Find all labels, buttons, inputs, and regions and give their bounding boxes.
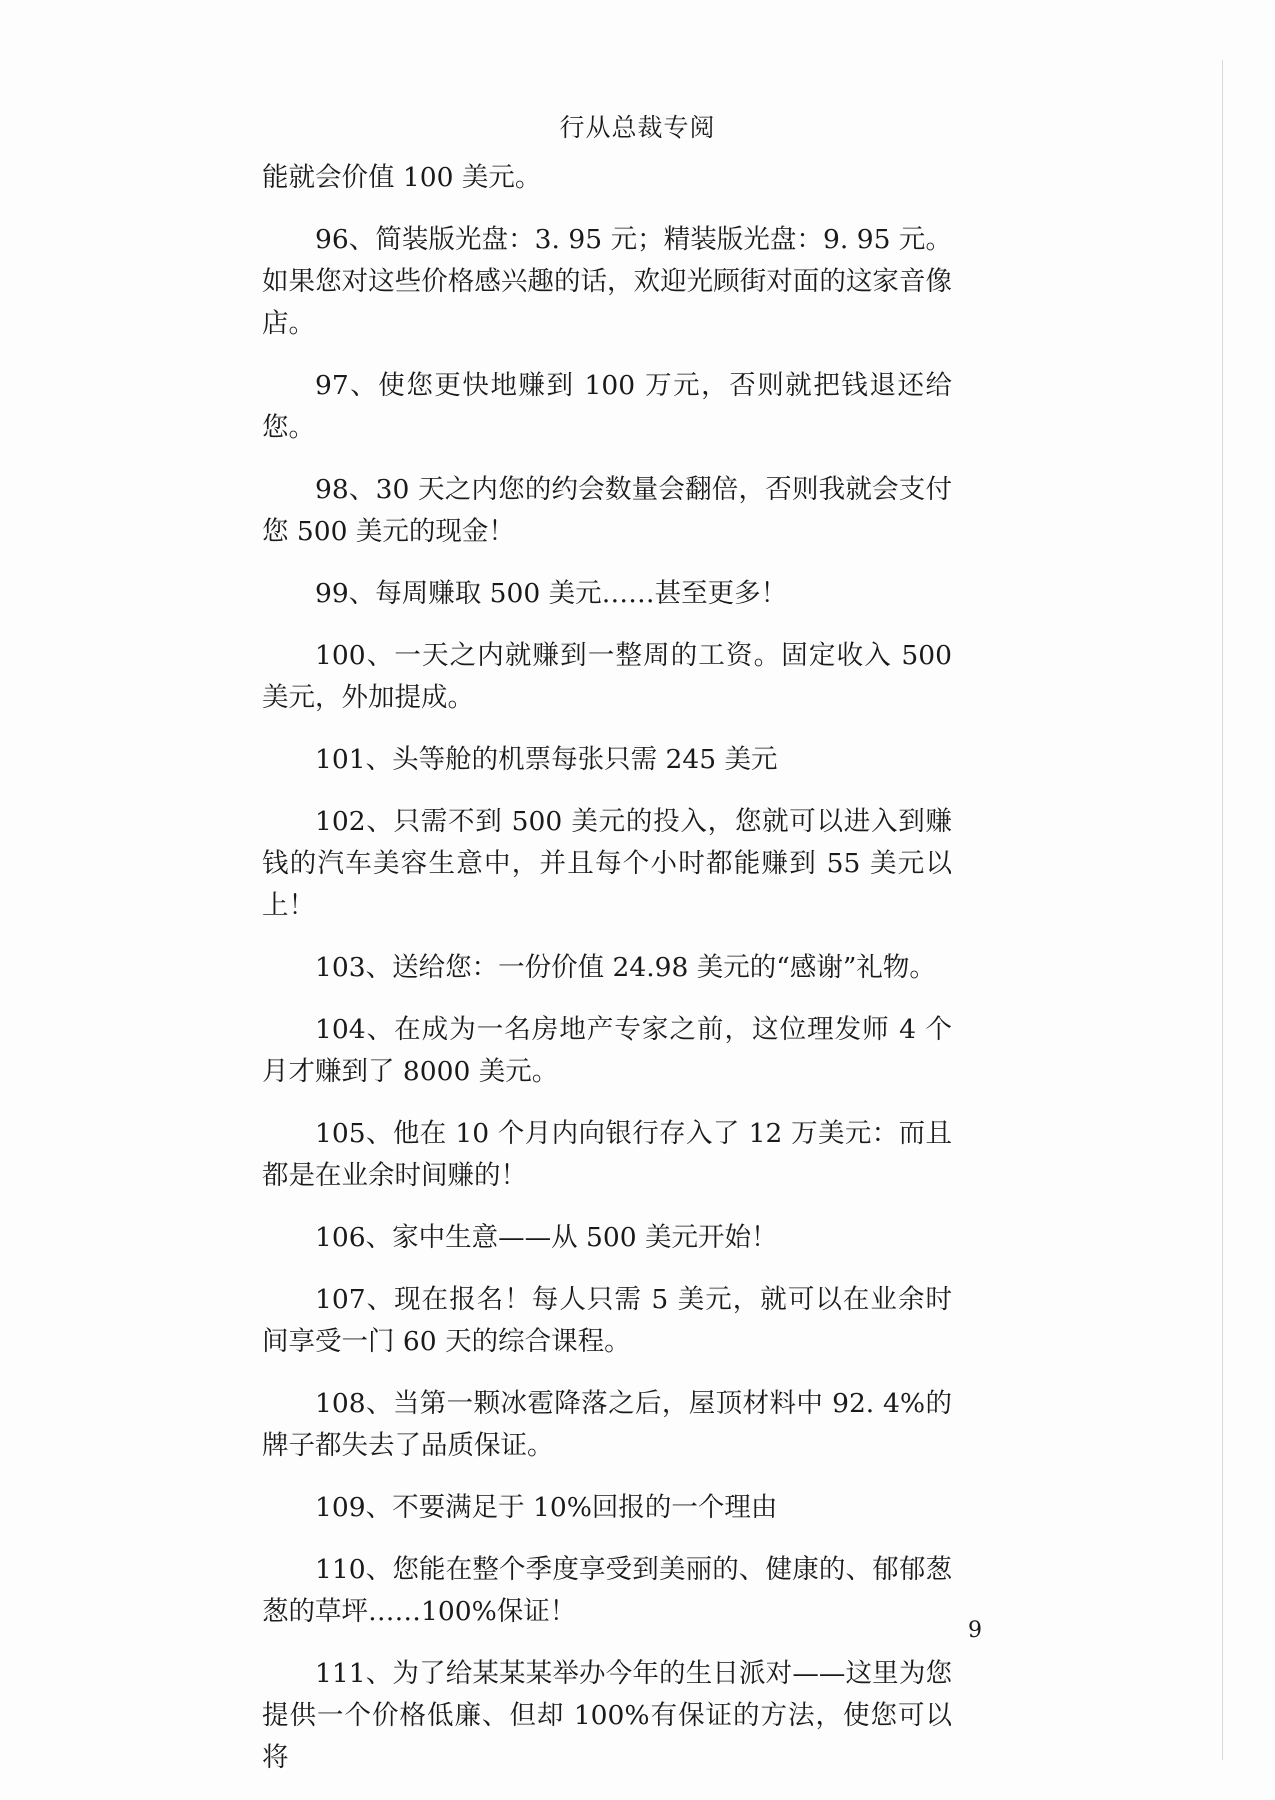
paragraph-item-108: 108、当第一颗冰雹降落之后，屋顶材料中 92. 4%的牌子都失去了品质保证。	[262, 1388, 952, 1461]
page-number: 9	[968, 1618, 982, 1643]
body-text	[262, 157, 952, 1799]
paragraph-item-104: 104、在成为一名房地产专家之前，这位理发师 4 个月才赚到了 8000 美元。	[262, 1014, 952, 1087]
paragraph-item-96: 96、简装版光盘：3. 95 元；精装版光盘：9. 95 元。如果您对这些价格感兴趣的话，欢迎光顾街对面的这家音像店。	[262, 224, 952, 339]
paragraph-item-110: 110、您能在整个季度享受到美丽的、健康的、郁郁葱葱的草坪……100%保证！	[262, 1554, 952, 1627]
paragraph-continuation: 能就会价值 100 美元。	[262, 162, 542, 193]
paragraph-item-99: 99、每周赚取 500 美元……甚至更多！	[315, 578, 788, 609]
paragraph-item-105: 105、他在 10 个月内向银行存入了 12 万美元：而且都是在业余时间赚的！	[262, 1118, 952, 1191]
paragraph-item-103: 103、送给您：一份价值 24.98 美元的“感谢”礼物。	[315, 952, 936, 983]
paragraph-item-106: 106、家中生意——从 500 美元开始！	[315, 1222, 778, 1253]
paragraph-item-100: 100、一天之内就赚到一整周的工资。固定收入 500 美元，外加提成。	[262, 640, 952, 713]
paragraph-item-109: 109、不要满足于 10%回报的一个理由	[315, 1492, 778, 1523]
scan-edge-line	[1222, 60, 1223, 1760]
paragraph-item-111: 111、为了给某某某举办今年的生日派对——这里为您提供一个价格低廉、但却 100%有保证的方法，使您可以将	[262, 1658, 952, 1773]
paragraph-item-101: 101、头等舱的机票每张只需 245 美元	[315, 744, 778, 775]
paragraph-item-98: 98、30 天之内您的约会数量会翻倍，否则我就会支付您 500 美元的现金！	[262, 474, 952, 547]
page-header: 行从总裁专阅	[559, 113, 716, 142]
paragraph-item-97: 97、使您更快地赚到 100 万元，否则就把钱退还给您。	[262, 370, 952, 443]
paragraph-item-107: 107、现在报名！每人只需 5 美元，就可以在业余时间享受一门 60 天的综合课程。	[262, 1284, 952, 1357]
paragraph-item-102: 102、只需不到 500 美元的投入，您就可以进入到赚钱的汽车美容生意中，并且每个小时都能赚到 55 美元以上！	[262, 806, 952, 921]
